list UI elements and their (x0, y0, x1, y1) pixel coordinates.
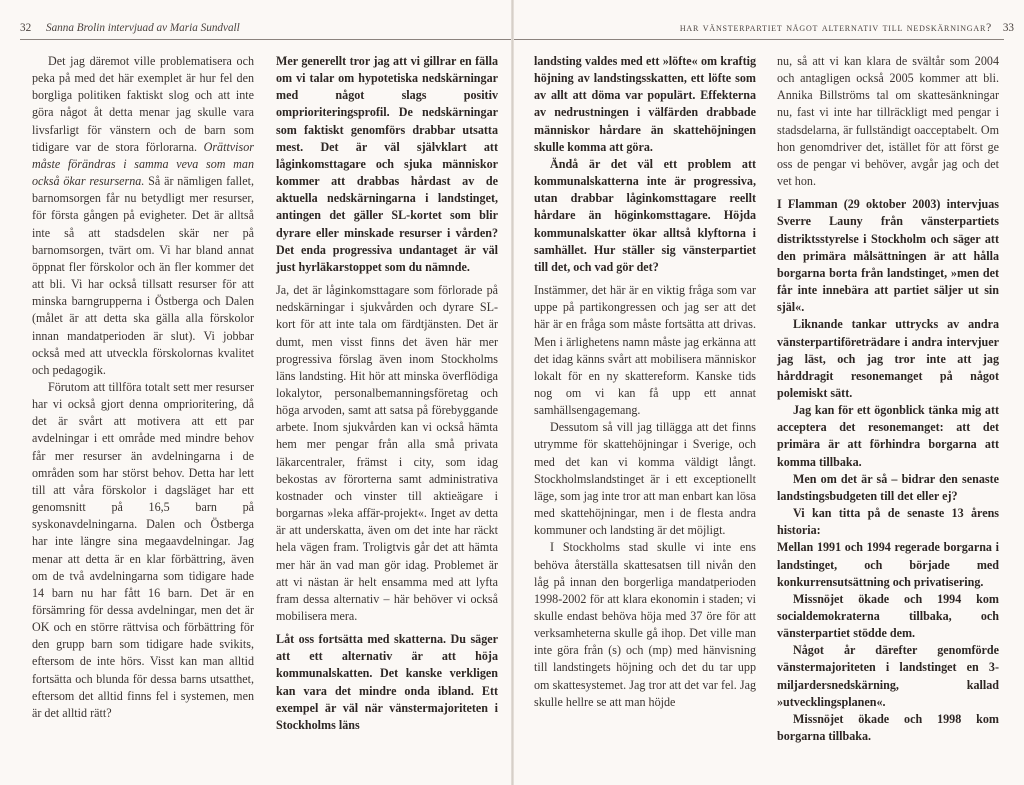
left-running-head (20, 22, 240, 34)
interview-question: Mellan 1991 och 1994 regerade borgarna i landstinget, och började med konkurrensutsättning och privatisering. (777, 540, 999, 589)
interview-question: Missnöjet ökade och 1994 kom socialdemokraterna tillbaka, och vänsterpartiet stödde dem. (777, 591, 999, 641)
interview-question: Något år därefter genomförde vänstermajoriteten i landstinget en 3-miljardersnedskärning, kallad »utvecklingsplanen«. (777, 643, 999, 709)
text-column-3 (534, 53, 756, 711)
right-running-head (680, 22, 1014, 34)
running-head-title: har vänsterpartiet något alternativ till nedskärningar? (679, 22, 993, 34)
interview-question: Jag kan för ett ögonblick tänka mig att acceptera det resonemanget: att det primära är att förhindra borgarna att komma tillbaka. (777, 403, 999, 469)
interview-question: Liknande tankar uttrycks av andra vänsterpartiföreträdare i andra intervjuer jag läst, och jag tror inte att jag hårddragit resonemanget på något polemiskt sätt. (777, 317, 999, 400)
header-rule (514, 39, 1004, 40)
paragraph: Dessutom så vill jag tillägga att det finns utrymme för skattehöjningar i Sverige, och med det kan vi komma väldigt långt. Stockholmslandstinget är i ett exceptionellt läge, som jag inte tror att man enbart kan lösa med skattehöjningar, men i de flesta andra kommuner och landsting är det möjligt. (534, 420, 756, 538)
text-column-2 (276, 53, 498, 734)
interview-answer: Ja, det är låginkomsttagare som förlorade på nedskärningar i sjukvården och dyrare SL-kort för att inte tala om färdtjänsten. Det är dumt, men visst finns det även här mer progressiva förslag även inom Stockholms läns landsting. Hit hör att minska överflödiga lokalytor, personalbemanningsföretag och höga arvoden, samt att satsa på förebyggande arbete. Inom sjukvården kan vi också hämta hem mer pengar från alla små privata läkarcentraler, främst i city, som idag bekostas av förorterna samt administrativa kostnader och vinster till aktieägare i borgarnas »leka affär-projekt«. Inget av detta är att underskatta, även om det inte har räckt hela vägen fram. Troligtvis går det att hämta mer här än vad man gör idag. Problemet är att vi nästan är helt ensamma med att lyfta fram dessa alternativ – här behöver vi också mobilisera mera. (276, 283, 498, 623)
page-number: 33 (1002, 22, 1014, 34)
header-rule (20, 39, 512, 40)
paragraph: nu, så att vi kan klara de svältår som 2004 och antagligen också 2005 kommer att bli. Annika Billströms tal om skattesänkningar nu, fast vi inte har tillräckligt med pengar i stadsdelarna, är fullständigt oacceptabelt. Om hon genomdriver det, istället för att först ge oss de pengar vi behöver, avgår jag och det vet hon. (777, 54, 999, 189)
paragraph: Förutom att tillföra totalt sett mer resurser har vi också gjort denna omprioritering, då det är svårt att motivera att ett par avdelningar i ett område med mindre behov får mer resurser än avdelningarna i de områden som har störst behov. Detta har lett till att våra förskolor i dagsläget har ett genomsnitt på 16,5 barn på syskonavdelningarna. Dalen och Östberga har inte längre sina megaavdelningar. Jag menar att detta är en klar förbättring, även om de två avdelningarna som tidigare hade 14 barn nu har fått 16 barn. Det är en försämring för dessa avdelningar, men det är OK och en större rättvisa och förbättring för den grupp barn som tidigare hade svikits, eftersom de inte hörs. Visst kan man alltid fortsätta och blunda för dessa barns utsatthet, eftersom det alltid finns fel i systemen, men är det alltid rätt? (32, 379, 254, 720)
interview-question: landsting valdes med ett »löfte« om kraftig höjning av landstingsskatten, ett löfte som av allt att döma var populärt. Effekterna av nedrustningen i välfärden drabbade människor hårdare än skattehöjningen skulle komma att göra. (534, 54, 756, 154)
paragraph-text: Så är nämligen fallet, barnomsorgen får nu betydligt mer resurser, för första gången på evigheter. Det är alltså inte så att stadsdelen skär ner på barnomsorgen, tvärt om. Vi har bland annat öppnat fler förskolor och än fler kommer det att bli. Vi har också tillsatt resurser för att minska barngrupperna i Östberga och Dalen (målet är att detta ska gälla alla förskolor innan mandatperioden är slut). Vi jobbar också med att utveckla förskolornas kvalitet och pedagogik. (32, 174, 255, 377)
interview-question: Missnöjet ökade och 1998 kom borgarna tillbaka. (777, 711, 999, 744)
paragraph: I Stockholms stad skulle vi inte ens behöva återställa skattesatsen till nivån den låg på innan den borgerliga mandatperioden 1998-2002 för att klara ekonomin i staden; vi skulle endast behöva höja med 37 öre för att verksamheterna skulle gå ihop. Det ville man inte göra från (s) och (mp) med hänvisning till landstingets höjning och det du tar upp om skattesystemet. Jag tror att det var fel. Jag skulle hellre se att man höjde (534, 540, 756, 709)
running-head-title: Sanna Brolin intervjuad av Maria Sundvall (45, 22, 240, 34)
right-page (514, 0, 1024, 785)
text-column-1 (32, 53, 254, 722)
text-column-4 (777, 53, 999, 745)
interview-question: Vi kan titta på de senaste 13 årens historia: (777, 506, 999, 538)
interview-question: Ändå är det väl ett problem att kommunalskatterna inte är progressiva, utan drabbar låginkomsttagare reellt hårdare än höginkomsttagare. Höjda kommunalskatter ökar alltså klyftorna i samhället. Hur ställer sig vänsterpartiet till det, och vad gör det? (534, 156, 756, 274)
interview-question: Men om det är så – bidrar den senaste landstingsbudgeten till det eller ej? (777, 471, 999, 503)
interview-answer: Instämmer, det här är en viktig fråga som var uppe på partikongressen och jag ser att det här är en fråga som måste fortsätta att drivas. Men i ärlighetens namn måste jag erkänna att det idag känns svårt att mobilisera människor lokalt för en ny skattereform. Kanske tids nog om vi kan få upp ett annat samhällsengagemang. (534, 283, 756, 418)
page-number: 32 (20, 22, 32, 34)
paragraph-text: Det jag däremot ville problematisera och peka på med det här exemplet är hur fel den borgliga politiken faktiskt slog och att inte göra något åt detta menar jag skulle vara livsfarligt för vänstern och de barn som tidigare var de stora förlorarna. (32, 54, 254, 154)
interview-question: Låt oss fortsätta med skatterna. Du säger att ett alternativ är att höja kommunalskatten. Det kanske verkligen kan vara det mindre onda ibland. Ett exempel är väl när vänstermajoriteten i Stockholms läns (276, 632, 498, 732)
italic-emphasis: Orättvisor måste förändras i samma veva som man också ökar resurserna. (32, 139, 254, 189)
interview-question: Mer generellt tror jag att vi gillrar en fälla om vi talar om hypotetiska nedskärningar med något slags positiv omprioriteringsprofil. De nedskärningar som faktiskt genomförs drabbar utsatta mest. Det är väl självklart att låginkomsttagare och sjuka människor kommer att drabbas hårdast av de aktuella nedskärningarna i landstinget, antingen det gäller SL-kortet som blir dyrare eller minskade resurser i vården? Det enda progressiva undantaget är väl just hyrläkarstoppet som du nämnde. (276, 54, 498, 274)
paragraph (32, 53, 254, 379)
interview-question: I Flamman (29 oktober 2003) intervjuas Sverre Launy från vänsterpartiets distriktsstyrelse i Stockholm och säger att den primära målsättningen är att hålla borgarna borta från landstinget, »men det får inte innebära att partiet säljer ut sin själ«. (777, 197, 999, 315)
